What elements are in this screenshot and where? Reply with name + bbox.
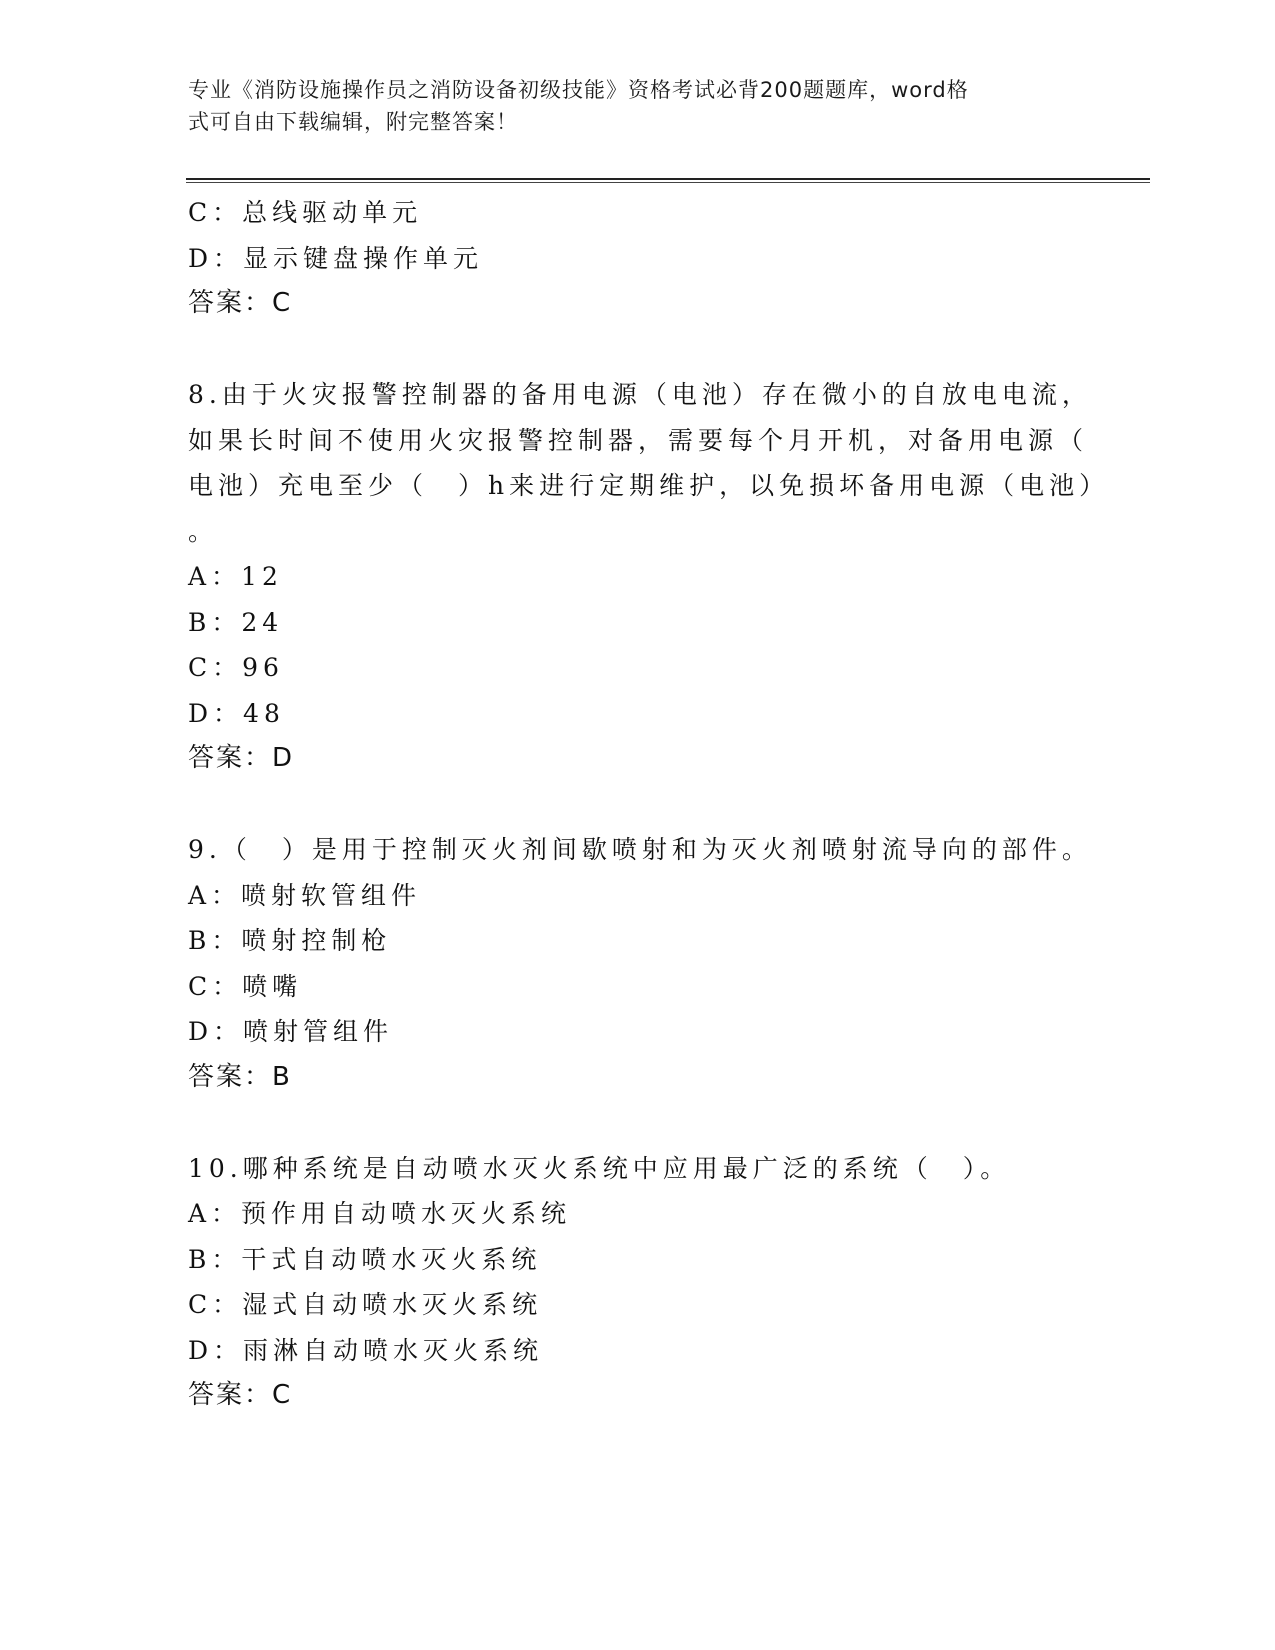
question-7-tail [188, 190, 1088, 327]
option-b: B：干式自动喷水灭火系统 [188, 1244, 542, 1274]
answer: 答案：C [188, 288, 293, 318]
spacer [188, 327, 1088, 373]
answer: 答案：B [188, 1061, 292, 1092]
question-stem-line: 如果长时间不使用火灾报警控制器，需要每个月开机，对备用电源（ [188, 425, 1089, 455]
question-list [188, 190, 1110, 1419]
option-a: A：12 [188, 562, 283, 591]
option-b: B：24 [188, 607, 284, 637]
question-stem-line: 。 [188, 516, 219, 546]
option-d: D：48 [188, 698, 285, 728]
option-c: C：总线驱动单元 [188, 198, 423, 227]
header-line-2: 式可自由下载编辑，附完整答案！ [188, 110, 518, 134]
option-c: C：喷嘴 [188, 971, 303, 1001]
question-8 [188, 372, 1110, 782]
option-d: D：雨淋自动喷水灭火系统 [188, 1335, 544, 1365]
question-stem-line: 电池）充电至少（ ）h来进行定期维护，以免损坏备用电源（电池） [188, 471, 1110, 500]
spacer [188, 782, 1088, 828]
option-c: C：湿式自动喷水灭火系统 [188, 1290, 543, 1319]
question-stem: 10.哪种系统是自动喷水灭火系统中应用最广泛的系统（ ）。 [188, 1153, 1011, 1183]
spacer [188, 1100, 1088, 1146]
option-d: D：喷射管组件 [188, 1017, 394, 1046]
document-header [188, 74, 1068, 138]
header-line-1: 专业《消防设施操作员之消防设备初级技能》资格考试必背200题题库，word格 [188, 78, 969, 102]
option-d: D：显示键盘操作单元 [188, 243, 484, 273]
question-stem: 9.（ ）是用于控制灭火剂间歇喷射和为灭火剂喷射流导向的部件。 [188, 835, 1092, 864]
question-10 [188, 1146, 1088, 1419]
option-b: B：喷射控制枪 [188, 926, 392, 955]
option-a: A：预作用自动喷水灭火系统 [188, 1199, 572, 1228]
question-stem-line: 8.由于火灾报警控制器的备用电源（电池）存在微小的自放电电流， [188, 380, 1092, 409]
header-divider-thick [186, 178, 1150, 180]
header-divider-thin [186, 182, 1150, 183]
question-9 [188, 827, 1092, 1100]
option-a: A：喷射软管组件 [188, 880, 422, 910]
option-c: C：96 [188, 653, 284, 682]
answer: 答案：C [188, 1380, 293, 1410]
answer: 答案：D [188, 743, 295, 773]
